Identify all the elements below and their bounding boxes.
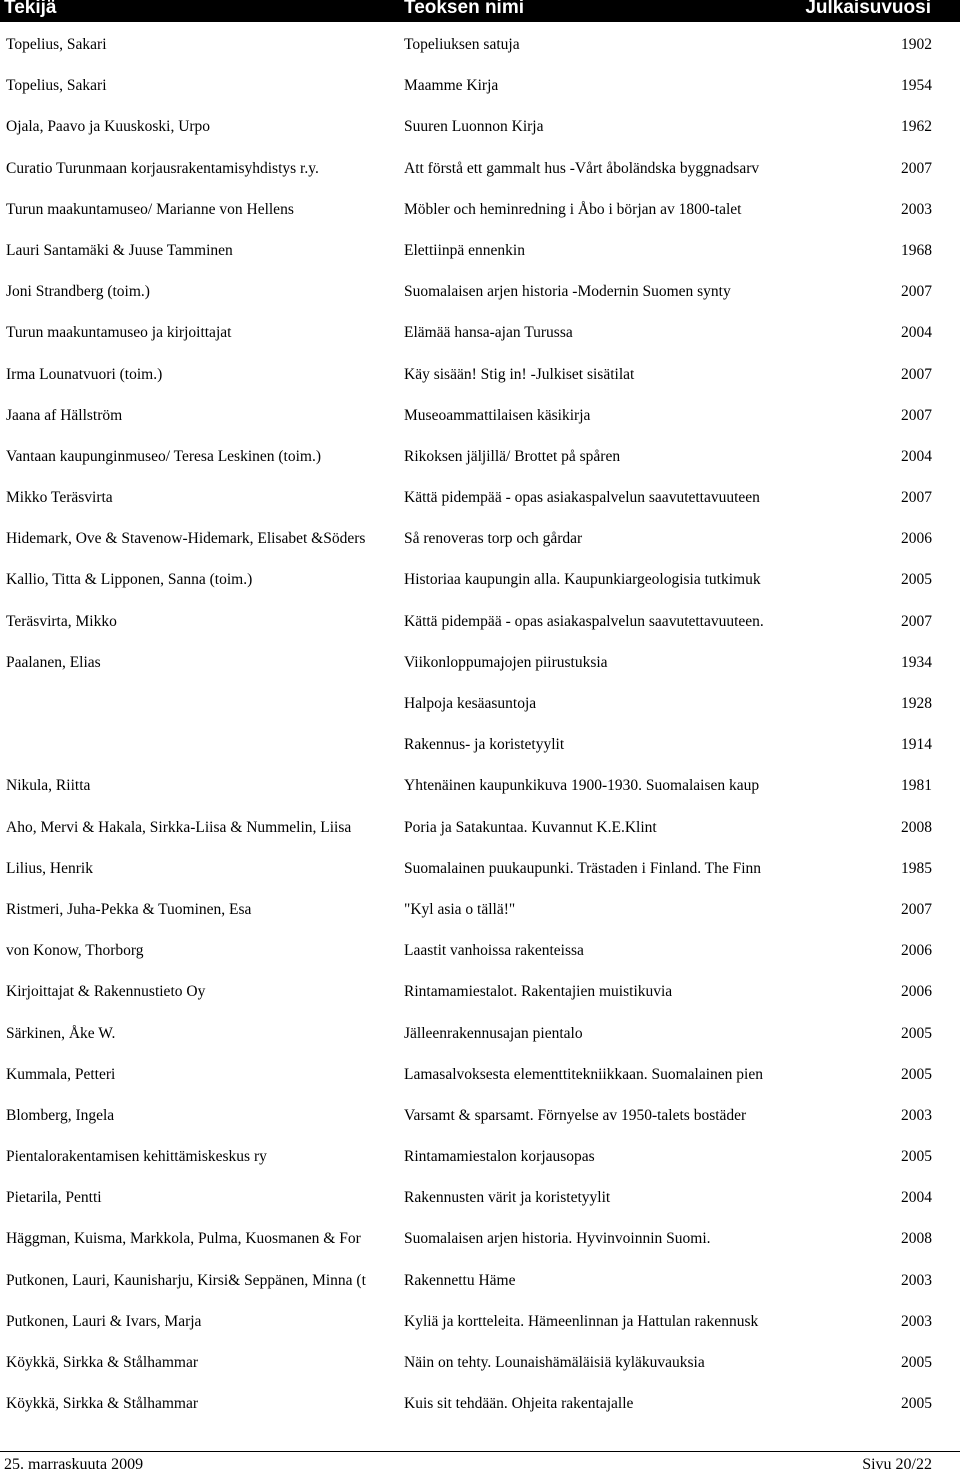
cell-year: 2008	[901, 1230, 932, 1248]
cell-title: Rintamamiestalot. Rakentajien muistikuvia	[404, 983, 673, 1001]
cell-author: Ristmeri, Juha-Pekka & Tuominen, Esa	[6, 900, 252, 918]
table-row	[0, 642, 960, 683]
table-row	[0, 1095, 960, 1136]
cell-year: 1968	[901, 241, 932, 259]
footer-date: 25. marraskuuta 2009	[4, 1456, 144, 1473]
cell-author: Pietarila, Pentti	[6, 1189, 102, 1207]
cell-year: 2005	[901, 1065, 932, 1083]
table-row	[0, 601, 960, 642]
cell-title: Rikoksen jäljillä/ Brottet på spåren	[404, 447, 621, 465]
cell-year: 2005	[901, 1395, 932, 1413]
cell-year: 1985	[901, 859, 932, 877]
cell-year: 2005	[901, 571, 932, 589]
cell-year: 2007	[901, 612, 932, 630]
cell-title: Rakennettu Häme	[404, 1271, 516, 1289]
table-row	[0, 354, 960, 395]
cell-title: Näin on tehty. Lounaishämäläisiä kyläkuvauksia	[404, 1354, 705, 1371]
cell-author: von Konow, Thorborg	[6, 942, 144, 960]
cell-author: Topelius, Sakari	[6, 36, 107, 53]
cell-title: Maamme Kirja	[404, 77, 499, 95]
cell-author: Topelius, Sakari	[6, 77, 107, 95]
cell-year: 2005	[901, 1024, 932, 1042]
table-row	[0, 271, 960, 312]
cell-title: Laastit vanhoissa rakenteissa	[404, 942, 584, 960]
cell-title: Rakennusten värit ja koristetyylit	[404, 1189, 611, 1207]
cell-author: Vantaan kaupunginmuseo/ Teresa Leskinen (toim.)	[6, 447, 322, 465]
table-row	[0, 518, 960, 559]
table-row	[0, 65, 960, 106]
cell-author: Särkinen, Åke W.	[6, 1024, 116, 1042]
table-row	[0, 1383, 960, 1424]
cell-year: 2006	[901, 983, 932, 1001]
table-row	[0, 765, 960, 806]
cell-author: Pientalorakentamisen kehittämiskeskus ry	[6, 1148, 267, 1166]
table-row	[0, 683, 960, 724]
cell-title: Möbler och heminredning i Åbo i början av 1800-talet	[404, 200, 742, 218]
table-row	[0, 436, 960, 477]
cell-author: Hidemark, Ove & Stavenow-Hidemark, Elisabet &Söders	[6, 530, 366, 548]
cell-year: 2005	[901, 1354, 932, 1371]
cell-title: Halpoja kesäasuntoja	[404, 695, 537, 712]
table-row	[0, 930, 960, 971]
cell-title: Kyliä ja kortteleita. Hämeenlinnan ja Hattulan rakennusk	[404, 1312, 759, 1330]
cell-title: Rakennus- ja koristetyylit	[404, 736, 565, 754]
column-header-title: Teoksen nimi	[404, 0, 525, 18]
cell-author: Lauri Santamäki & Juuse Tamminen	[6, 241, 233, 259]
cell-author: Irma Lounatvuori (toim.)	[6, 365, 163, 383]
table-row	[0, 889, 960, 930]
cell-title: Elämää hansa-ajan Turussa	[404, 324, 573, 342]
cell-author: Lilius, Henrik	[6, 859, 93, 877]
cell-title: Käy sisään! Stig in! -Julkiset sisätilat	[404, 365, 635, 383]
cell-title: "Kyl asia o tällä!"	[404, 900, 516, 918]
table-row	[0, 724, 960, 765]
cell-title: Kättä pidempää - opas asiakaspalvelun saavutettavuuteen	[404, 489, 760, 507]
cell-year: 2004	[901, 447, 932, 465]
table-row	[0, 1054, 960, 1095]
footer-page-number: Sivu 20/22	[862, 1456, 932, 1473]
cell-author: Teräsvirta, Mikko	[6, 612, 117, 630]
cell-year: 2006	[901, 942, 932, 960]
footer-divider	[0, 1451, 960, 1452]
cell-title: Att förstå ett gammalt hus -Vårt åboländska byggnadsarv	[404, 159, 760, 177]
cell-author: Häggman, Kuisma, Markkola, Pulma, Kuosmanen & For	[6, 1230, 361, 1248]
cell-author: Blomberg, Ingela	[6, 1106, 115, 1124]
cell-author: Nikula, Riitta	[6, 777, 91, 795]
cell-title: Elettiinpä ennenkin	[404, 241, 525, 259]
table-row	[0, 230, 960, 271]
cell-title: Viikonloppumajojen piirustuksia	[404, 653, 608, 671]
table-row	[0, 971, 960, 1012]
table-row	[0, 1136, 960, 1177]
cell-year: 2007	[901, 489, 932, 507]
table-row	[0, 1301, 960, 1342]
cell-author: Putkonen, Lauri & Ivars, Marja	[6, 1312, 202, 1330]
table-row	[0, 1260, 960, 1301]
cell-author: Kirjoittajat & Rakennustieto Oy	[6, 983, 206, 1001]
cell-year: 1981	[901, 777, 932, 795]
cell-title: Museoammattilaisen käsikirja	[404, 406, 591, 424]
cell-year: 1914	[901, 736, 932, 754]
cell-year: 1934	[901, 653, 932, 671]
cell-year: 2003	[901, 1106, 932, 1124]
cell-title: Topeliuksen satuja	[404, 36, 520, 53]
cell-author: Joni Strandberg (toim.)	[6, 283, 150, 301]
cell-year: 2004	[901, 1189, 932, 1207]
cell-author: Aho, Mervi & Hakala, Sirkka-Liisa & Nummelin, Liisa	[6, 818, 352, 836]
column-header-author: Tekijä	[4, 0, 57, 18]
table-header	[0, 0, 960, 22]
cell-author: Putkonen, Lauri, Kaunisharju, Kirsi& Seppänen, Minna (t	[6, 1271, 366, 1289]
table-row	[0, 148, 960, 189]
cell-year: 2007	[901, 159, 932, 177]
book-table	[0, 24, 960, 1424]
cell-year: 2005	[901, 1148, 932, 1166]
cell-author: Turun maakuntamuseo ja kirjoittajat	[6, 324, 232, 342]
cell-year: 2007	[901, 900, 932, 918]
table-row	[0, 1013, 960, 1054]
table-row	[0, 24, 960, 65]
cell-author: Köykkä, Sirkka & Stålhammar	[6, 1354, 198, 1371]
cell-year: 1928	[901, 695, 932, 712]
cell-title: Kuis sit tehdään. Ohjeita rakentajalle	[404, 1395, 634, 1413]
cell-year: 2008	[901, 818, 932, 836]
cell-title: Suomalaisen arjen historia. Hyvinvoinnin Suomi.	[404, 1230, 711, 1248]
table-row	[0, 106, 960, 147]
table-row	[0, 477, 960, 518]
table-row	[0, 1218, 960, 1259]
cell-year: 2007	[901, 406, 932, 424]
cell-author: Köykkä, Sirkka & Stålhammar	[6, 1395, 198, 1413]
cell-author: Ojala, Paavo ja Kuuskoski, Urpo	[6, 118, 211, 136]
table-row	[0, 848, 960, 889]
cell-title: Rintamamiestalon korjausopas	[404, 1148, 595, 1166]
cell-author: Curatio Turunmaan korjausrakentamisyhdistys r.y.	[6, 159, 319, 177]
cell-year: 2003	[901, 1271, 932, 1289]
cell-title: Suomalainen puukaupunki. Trästaden i Finland. The Finn	[404, 859, 762, 877]
cell-year: 1962	[901, 118, 932, 136]
cell-title: Jälleenrakennusajan pientalo	[404, 1024, 583, 1042]
cell-year: 2007	[901, 283, 932, 301]
cell-title: Lamasalvoksesta elementtitekniikkaan. Suomalainen pien	[404, 1065, 763, 1083]
cell-author: Turun maakuntamuseo/ Marianne von Hellens	[6, 200, 294, 218]
cell-year: 2007	[901, 365, 932, 383]
column-header-year: Julkaisuvuosi	[805, 0, 931, 18]
cell-year: 2006	[901, 530, 932, 548]
table-row	[0, 807, 960, 848]
cell-title: Suuren Luonnon Kirja	[404, 118, 544, 136]
table-row	[0, 559, 960, 600]
table-row	[0, 395, 960, 436]
cell-year: 2003	[901, 1312, 932, 1330]
cell-year: 1954	[901, 77, 932, 95]
cell-author: Kallio, Titta & Lipponen, Sanna (toim.)	[6, 571, 253, 589]
table-row	[0, 1342, 960, 1383]
page-footer	[0, 1455, 960, 1475]
cell-author: Mikko Teräsvirta	[6, 489, 113, 507]
cell-author: Kummala, Petteri	[6, 1065, 116, 1083]
cell-title: Varsamt & sparsamt. Förnyelse av 1950-talets bostäder	[404, 1106, 747, 1124]
table-row	[0, 189, 960, 230]
cell-title: Poria ja Satakuntaa. Kuvannut K.E.Klint	[404, 818, 657, 836]
table-row	[0, 312, 960, 353]
cell-title: Kättä pidempää - opas asiakaspalvelun saavutettavuuteen.	[404, 612, 764, 630]
cell-author: Paalanen, Elias	[6, 653, 101, 671]
table-row	[0, 1177, 960, 1218]
cell-title: Historiaa kaupungin alla. Kaupunkiargeologisia tutkimuk	[404, 571, 761, 589]
cell-year: 2004	[901, 324, 932, 342]
cell-title: Yhtenäinen kaupunkikuva 1900-1930. Suomalaisen kaup	[404, 777, 760, 795]
cell-author: Jaana af Hällström	[6, 406, 123, 424]
cell-year: 2003	[901, 200, 932, 218]
cell-title: Så renoveras torp och gårdar	[404, 530, 583, 548]
cell-year: 1902	[901, 36, 932, 53]
cell-title: Suomalaisen arjen historia -Modernin Suomen synty	[404, 283, 731, 301]
